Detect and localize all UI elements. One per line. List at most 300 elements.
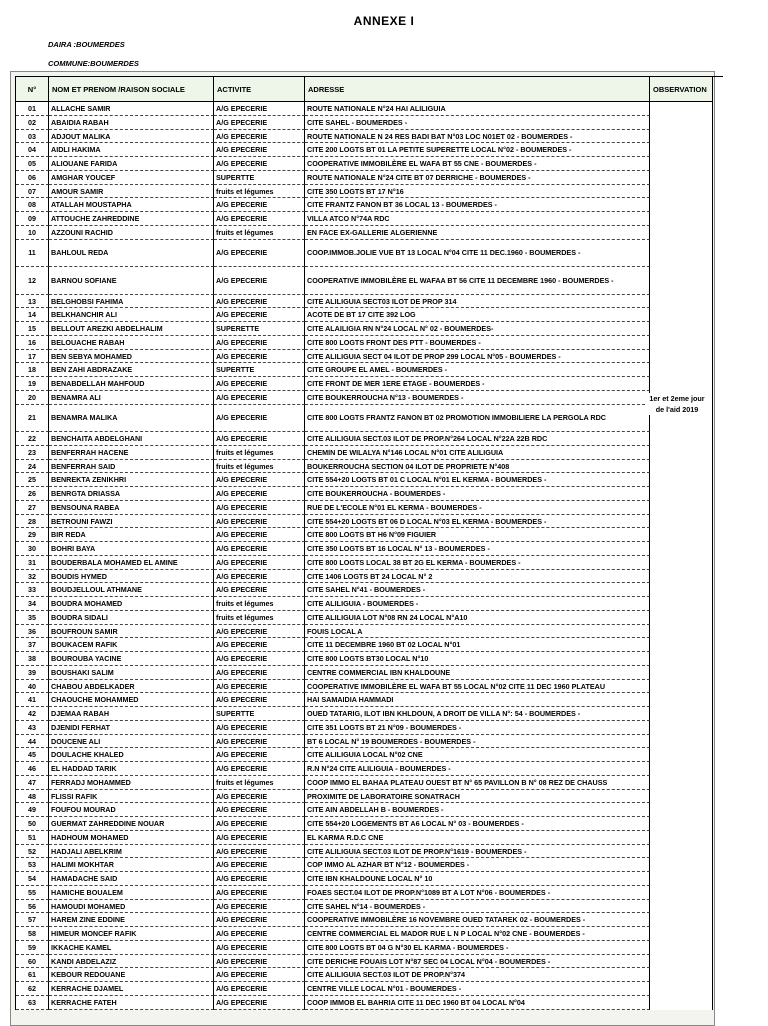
row-observation [650,460,713,474]
table-row [16,267,723,295]
table-row [16,955,723,969]
row-activity: A/G EPECERIE [214,432,305,446]
table-row [16,996,723,1010]
row-observation [650,240,713,268]
table-row [16,322,723,336]
row-number: 26 [16,487,49,501]
daira-label: DAIRA :BOUMERDES [48,40,125,49]
row-activity: A/G EPECERIE [214,350,305,364]
row-activity: fruits et légumes [214,460,305,474]
row-address: CENTRE COMMERCIAL IBN KHALDOUNE [305,666,650,680]
row-activity: A/G EPECERIE [214,982,305,996]
row-number: 12 [16,267,49,295]
row-address: CENTRE VILLE LOCAL N°01 - BOUMERDES - [305,982,650,996]
row-number: 08 [16,198,49,212]
row-observation [650,336,713,350]
row-number: 17 [16,350,49,364]
row-observation [650,528,713,542]
row-name: BENREKTA ZENIKHRI [49,473,214,487]
row-name: HAMOUDI MOHAMED [49,900,214,914]
row-name: BOUDJELLOUL ATHMANE [49,583,214,597]
table-row [16,886,723,900]
row-name: DOULACHE KHALED [49,748,214,762]
row-activity: SUPERTTE [214,363,305,377]
row-address: COOPERATIVE IMMOBILÈRE EL WAFA BT 55 CNE - BOUMERDES - [305,157,650,171]
row-activity: A/G EPECERIE [214,157,305,171]
row-activity: A/G EPECERIE [214,130,305,144]
row-activity: A/G EPECERIE [214,913,305,927]
row-number: 47 [16,776,49,790]
row-number: 56 [16,900,49,914]
table-body [16,102,723,1010]
row-observation [650,762,713,776]
row-name: HAMICHE BOUALEM [49,886,214,900]
row-observation [650,350,713,364]
row-activity: A/G EPECERIE [214,583,305,597]
row-activity: A/G EPECERIE [214,762,305,776]
row-number: 38 [16,652,49,666]
row-address: EL KARMA R.D.C CNE [305,831,650,845]
row-address: CITE BOUKERROUCHA - BOUMERDES - [305,487,650,501]
row-activity: SUPERETTE [214,322,305,336]
row-activity: A/G EPECERIE [214,831,305,845]
row-number: 14 [16,308,49,322]
row-address: CITE 11 DECEMBRE 1960 BT 02 LOCAL N°01 [305,638,650,652]
row-number: 54 [16,872,49,886]
row-number: 31 [16,556,49,570]
row-activity: A/G EPECERIE [214,240,305,268]
row-activity: A/G EPECERIE [214,680,305,694]
table-row [16,130,723,144]
row-activity: A/G EPECERIE [214,735,305,749]
row-number: 52 [16,845,49,859]
row-name: BOUKACEM RAFIK [49,638,214,652]
table-row [16,460,723,474]
row-number: 29 [16,528,49,542]
table-row [16,968,723,982]
row-observation [650,212,713,226]
row-address: CITE ALILIGUIA SECT 04 ILOT DE PROP 299 LOCAL N°05 - BOUMERDES - [305,350,650,364]
row-name: BELOUACHE RABAH [49,336,214,350]
row-activity: A/G EPECERIE [214,625,305,639]
row-name: BEN ZAHI ABDRAZAKE [49,363,214,377]
row-address: CITE 351 LOGTS BT 21 N°09 - BOUMERDES - [305,721,650,735]
row-observation [650,941,713,955]
row-address: CITE ALILIGUIA SECT03 ILOT DE PROP 314 [305,295,650,309]
table-row [16,240,723,268]
row-address: CHEMIN DE WILALYA N°146 LOCAL N°01 CITE ALILIGUIA [305,446,650,460]
row-activity: A/G EPECERIE [214,927,305,941]
row-observation [650,556,713,570]
row-address: ACOTE DE BT 17 CITE 392 LOG [305,308,650,322]
row-name: BEN SEBYA MOHAMED [49,350,214,364]
row-observation [650,143,713,157]
row-address: CITE AIN ABDELLAH B - BOUMERDES - [305,803,650,817]
row-address: COOP IMMO EL BAHAA PLATEAU OUEST BT N° 65 PAVILLON B N° 08 REZ DE CHAUSS [305,776,650,790]
row-name: BENRGTA DRIASSA [49,487,214,501]
row-name: BENFERRAH HACENE [49,446,214,460]
table-row [16,776,723,790]
row-number: 04 [16,143,49,157]
row-address: CITE 1406 LOGTS BT 24 LOCAL N° 2 [305,570,650,584]
row-name: GUERMAT ZAHREDDINE NOUAR [49,817,214,831]
row-name: BOUSHAKI SALIM [49,666,214,680]
row-activity: A/G EPECERIE [214,102,305,116]
row-observation [650,583,713,597]
row-activity: SUPERTTE [214,707,305,721]
row-address: CITE ALILIGUIA LOCAL N°02 CNE [305,748,650,762]
row-number: 15 [16,322,49,336]
row-address: EN FACE EX-GALLERIE ALGERIENNE [305,226,650,240]
row-address: BOUKERROUCHA SECTION 04 ILOT DE PROPRIETE N°408 [305,460,650,474]
row-name: ABAIDIA RABAH [49,116,214,130]
row-observation [650,790,713,804]
row-number: 10 [16,226,49,240]
row-name: FOUFOU MOURAD [49,803,214,817]
row-name: BOUDIS HYMED [49,570,214,584]
row-observation [650,611,713,625]
row-number: 25 [16,473,49,487]
row-number: 23 [16,446,49,460]
row-activity: A/G EPECERIE [214,308,305,322]
row-name: DJEMAA RABAH [49,707,214,721]
table-row [16,597,723,611]
row-activity: A/G EPECERIE [214,693,305,707]
row-observation [650,955,713,969]
row-observation [650,913,713,927]
table-row [16,295,723,309]
row-name: HALIMI MOKHTAR [49,858,214,872]
header-number: N° [16,77,49,102]
table-row [16,528,723,542]
table-row [16,680,723,694]
row-number: 07 [16,185,49,199]
row-activity: A/G EPECERIE [214,515,305,529]
table-row [16,735,723,749]
row-activity: A/G EPECERIE [214,996,305,1010]
row-observation [650,693,713,707]
row-activity: A/G EPECERIE [214,143,305,157]
row-address: ROUTE NATIONALE N 24 RES BADI BAT N°03 LOC N01ET 02 - BOUMERDES - [305,130,650,144]
row-name: KANDI ABDELAZIZ [49,955,214,969]
row-activity: A/G EPECERIE [214,198,305,212]
table-row [16,171,723,185]
row-number: 41 [16,693,49,707]
table-row [16,625,723,639]
table-row [16,405,723,433]
row-number: 60 [16,955,49,969]
row-address: CITE FRONT DE MER 1ERE ETAGE - BOUMERDES - [305,377,650,391]
row-name: BOUFROUN SAMIR [49,625,214,639]
row-number: 53 [16,858,49,872]
row-observation [650,776,713,790]
row-number: 24 [16,460,49,474]
table-row [16,226,723,240]
row-number: 63 [16,996,49,1010]
row-number: 57 [16,913,49,927]
row-observation [650,927,713,941]
row-name: BOUDRA SIDALI [49,611,214,625]
row-activity: A/G EPECERIE [214,473,305,487]
row-address: CITE BOUKERROUCHA N°13 - BOUMERDES - [305,391,650,405]
row-name: EL HADDAD TARIK [49,762,214,776]
row-number: 40 [16,680,49,694]
row-name: HIMEUR MONCEF RAFIK [49,927,214,941]
table-row [16,913,723,927]
row-activity: A/G EPECERIE [214,817,305,831]
row-address: CITE 800 LOGTS LOCAL 38 BT 2G EL KERMA - BOUMERDES - [305,556,650,570]
table-row [16,446,723,460]
row-address: CITE 554+20 LOGTS BT 01 C LOCAL N°01 EL KERMA - BOUMERDES - [305,473,650,487]
table-row [16,212,723,226]
header-name: NOM ET PRENOM /RAISON SOCIALE [49,77,214,102]
row-name: BIR REDA [49,528,214,542]
row-name: ADJOUT MALIKA [49,130,214,144]
row-address: CITE GROUPE EL AMEL - BOUMERDES - [305,363,650,377]
row-number: 36 [16,625,49,639]
row-address: COOP IMMOB EL BAHRIA CITE 11 DEC 1960 BT 04 LOCAL N°04 [305,996,650,1010]
row-name: ATTOUCHE ZAHREDDINE [49,212,214,226]
row-address: CITE ALAILIGIA RN N°24 LOCAL N° 02 - BOUMERDES- [305,322,650,336]
row-activity: A/G EPECERIE [214,900,305,914]
row-observation [650,680,713,694]
row-observation [650,996,713,1010]
row-observation [650,226,713,240]
row-observation [650,446,713,460]
row-observation [650,638,713,652]
row-number: 05 [16,157,49,171]
row-name: FERRADJ MOHAMMED [49,776,214,790]
table-frame [10,71,715,1026]
row-name: BELGHOBSI FAHIMA [49,295,214,309]
row-observation [650,652,713,666]
row-name: DOUCENE ALI [49,735,214,749]
table-row [16,638,723,652]
row-address: CITE 200 LOGTS BT 01 LA PETITE SUPERETTE LOCAL N°02 - BOUMERDES - [305,143,650,157]
row-address: COOPERATIVE IMMOBILÈRE 16 NOVEMBRE OUED TATAREK 02 - BOUMERDES - [305,913,650,927]
row-activity: A/G EPECERIE [214,116,305,130]
row-address: HAI SAMAIDIA HAMMADI [305,693,650,707]
row-number: 33 [16,583,49,597]
row-observation [650,501,713,515]
table-row [16,391,723,405]
row-observation [650,295,713,309]
row-name: BOUDRA MOHAMED [49,597,214,611]
row-activity: fruits et légumes [214,611,305,625]
row-address: CITE SAHEL N°14 - BOUMERDES - [305,900,650,914]
row-number: 03 [16,130,49,144]
row-observation [650,666,713,680]
row-number: 35 [16,611,49,625]
row-address: OUED TATARIG, ILOT IBN KHLDOUN, A DROIT DE VILLA N°: 54 - BOUMERDES - [305,707,650,721]
row-activity: A/G EPECERIE [214,886,305,900]
row-observation [650,748,713,762]
row-address: R.N N°24 CITE ALILIGUIA - BOUMERDES - [305,762,650,776]
row-address: CITE 800 LOGTS FRONT DES PTT - BOUMERDES - [305,336,650,350]
table-row [16,721,723,735]
row-activity: A/G EPECERIE [214,790,305,804]
row-address: CITE 800 LOGTS FRANTZ FANON BT 02 PROMOTION IMMOBILIERE LA PERGOLA RDC [305,405,650,433]
row-number: 13 [16,295,49,309]
row-activity: fruits et légumes [214,776,305,790]
row-name: BOHRI BAYA [49,542,214,556]
row-activity: A/G EPECERIE [214,955,305,969]
row-name: KERRACHE FATEH [49,996,214,1010]
row-number: 28 [16,515,49,529]
row-activity: fruits et légumes [214,597,305,611]
table-row [16,350,723,364]
row-observation [650,377,713,391]
row-address: VILLA ATCO N°74A RDC [305,212,650,226]
row-observation [650,473,713,487]
row-address: RUE DE L'ECOLE N°01 EL KERMA - BOUMERDES - [305,501,650,515]
row-number: 22 [16,432,49,446]
row-address: CITE 800 LOGTS BT H6 N°09 FIGUIER [305,528,650,542]
row-name: BENABDELLAH MAHFOUD [49,377,214,391]
row-name: HADHOUM MOHAMED [49,831,214,845]
table-row [16,845,723,859]
row-number: 42 [16,707,49,721]
row-observation [650,982,713,996]
row-name: ALIOUANE FARIDA [49,157,214,171]
row-name: CHABOU ABDELKADER [49,680,214,694]
row-observation [650,707,713,721]
row-activity: A/G EPECERIE [214,803,305,817]
row-name: HADJALI ABELKRIM [49,845,214,859]
row-activity: A/G EPECERIE [214,267,305,295]
table-row [16,872,723,886]
row-observation [650,542,713,556]
row-name: ALLACHE SAMIR [49,102,214,116]
row-activity: A/G EPECERIE [214,487,305,501]
row-number: 11 [16,240,49,268]
row-activity: A/G EPECERIE [214,666,305,680]
row-observation [650,171,713,185]
row-address: PROXIMITE DE LABORATOIRE SONATRACH [305,790,650,804]
row-address: CITE SAHEL N°41 - BOUMERDES - [305,583,650,597]
row-observation [650,845,713,859]
row-number: 01 [16,102,49,116]
table-row [16,336,723,350]
row-activity: fruits et légumes [214,185,305,199]
row-activity: A/G EPECERIE [214,542,305,556]
commune-label: COMMUNE:BOUMERDES [48,59,139,68]
row-activity: A/G EPECERIE [214,858,305,872]
row-activity: A/G EPECERIE [214,391,305,405]
row-name: KEBOUR REDOUANE [49,968,214,982]
table-row [16,982,723,996]
table-row [16,693,723,707]
row-observation [650,597,713,611]
row-activity: fruits et légumes [214,446,305,460]
row-observation [650,130,713,144]
row-address: COOP.IMMOB.JOLIE VUE BT 13 LOCAL N°04 CITE 11 DEC.1960 - BOUMERDES - [305,240,650,268]
row-number: 62 [16,982,49,996]
row-name: DJENIDI FERHAT [49,721,214,735]
row-observation [650,515,713,529]
table-row [16,116,723,130]
row-name: AIDLI HAKIMA [49,143,214,157]
row-activity: SUPERTTE [214,171,305,185]
row-number: 44 [16,735,49,749]
row-address: CITE IBN KHALDOUNE LOCAL N° 10 [305,872,650,886]
row-name: CHAOUCHE MOHAMMED [49,693,214,707]
row-number: 58 [16,927,49,941]
row-number: 46 [16,762,49,776]
row-address: COOPERATIVE IMMOBILÈRE EL WAFAA BT 56 CITE 11 DECEMBRE 1960 - BOUMERDES - [305,267,650,295]
header-observation: OBSERVATION [650,77,713,102]
row-address: BT 6 LOCAL N° 19 BOUMERDES - BOUMERDES - [305,735,650,749]
row-name: KERRACHE DJAMEL [49,982,214,996]
row-observation [650,625,713,639]
row-observation [650,322,713,336]
row-activity: A/G EPECERIE [214,748,305,762]
row-observation [650,267,713,295]
row-number: 34 [16,597,49,611]
row-name: IKKACHE KAMEL [49,941,214,955]
row-name: BENCHAITA ABDELGHANI [49,432,214,446]
row-observation [650,185,713,199]
table-row [16,858,723,872]
table-row [16,652,723,666]
row-number: 18 [16,363,49,377]
table-row [16,927,723,941]
row-observation [650,432,713,446]
row-number: 21 [16,405,49,433]
row-number: 51 [16,831,49,845]
row-number: 06 [16,171,49,185]
row-observation [650,363,713,377]
row-activity: A/G EPECERIE [214,336,305,350]
row-activity: A/G EPECERIE [214,652,305,666]
row-address: CITE 800 LOGTS BT 04 G N°30 EL KARMA - BOUMERDES - [305,941,650,955]
table-row [16,377,723,391]
row-name: BOUDERBALA MOHAMED EL AMINE [49,556,214,570]
row-number: 61 [16,968,49,982]
row-activity: A/G EPECERIE [214,212,305,226]
row-address: CITE 800 LOGTS BT30 LOCAL N°10 [305,652,650,666]
table-row [16,707,723,721]
table-row [16,570,723,584]
row-number: 27 [16,501,49,515]
table-row [16,762,723,776]
row-address: CITE FRANTZ FANON BT 36 LOCAL 13 - BOUMERDES - [305,198,650,212]
table-row [16,666,723,680]
row-activity: A/G EPECERIE [214,556,305,570]
table-row [16,487,723,501]
row-number: 39 [16,666,49,680]
table-row [16,941,723,955]
row-activity: A/G EPECERIE [214,721,305,735]
table-header [16,77,723,102]
row-name: FLISSI RAFIK [49,790,214,804]
row-activity: A/G EPECERIE [214,845,305,859]
table-row [16,198,723,212]
table-row [16,143,723,157]
row-activity: A/G EPECERIE [214,528,305,542]
row-address: FOAES SECT.04 ILOT DE PROP.N°1089 BT A LOT N°06 - BOUMERDES - [305,886,650,900]
table-row [16,831,723,845]
row-name: BENAMRA ALI [49,391,214,405]
row-activity: A/G EPECERIE [214,501,305,515]
row-observation [650,872,713,886]
row-observation [650,487,713,501]
row-address: FOUIS LOCAL A [305,625,650,639]
row-name: AMOUR SAMIR [49,185,214,199]
row-name: BENSOUNA RABEA [49,501,214,515]
row-number: 45 [16,748,49,762]
table-row [16,790,723,804]
